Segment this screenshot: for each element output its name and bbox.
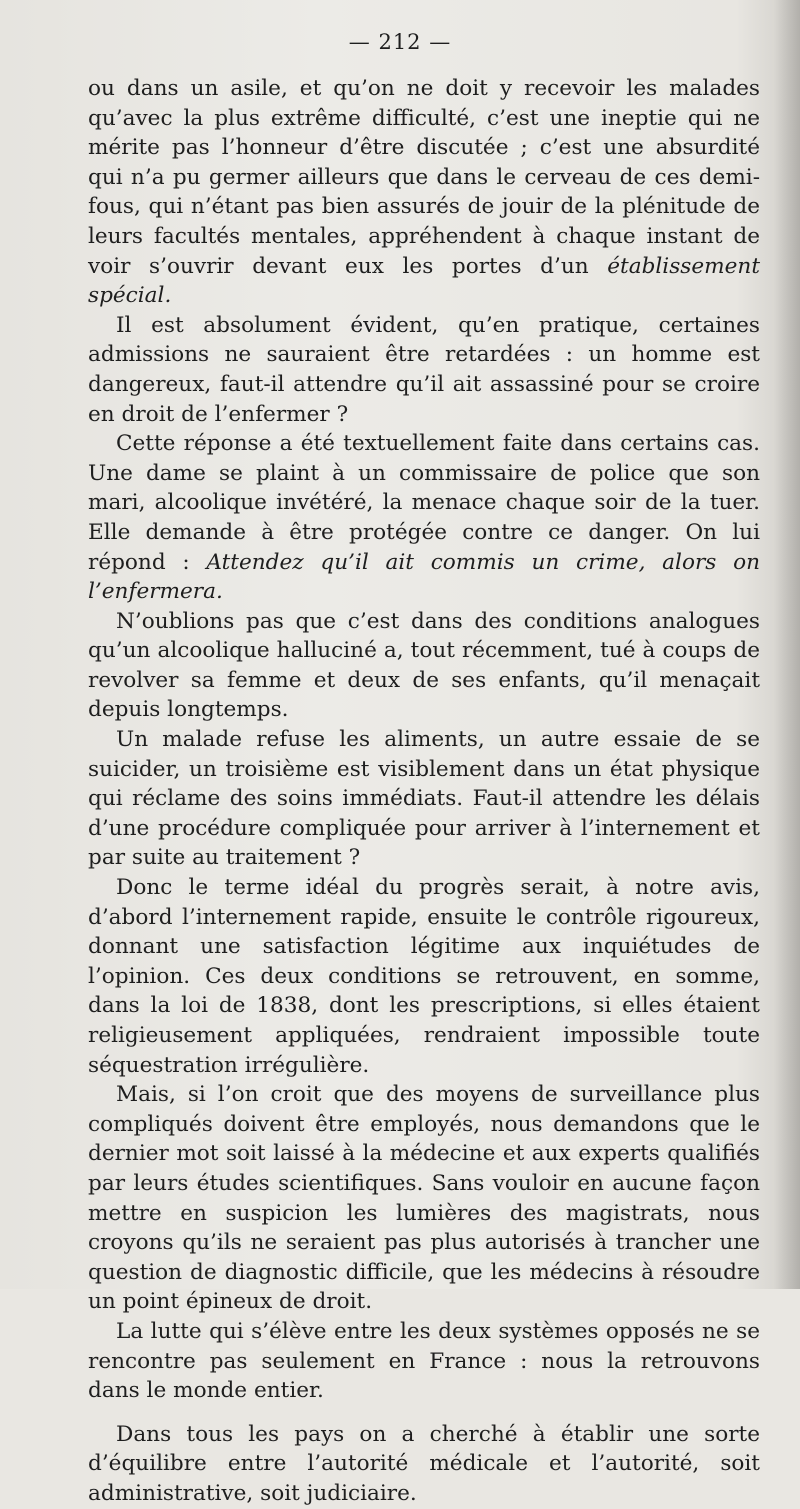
paragraph-text: Un malade refuse les aliments, un autre essaie de se suicider, un troisième est visiblement dans un état physique qui réclame des soins immédiats. Faut-il attendre les délais d’une procédure compliquée pour arriver à l’internement et par suite au traitement ? [88, 727, 760, 871]
page-edge-shadow [774, 0, 800, 1289]
paragraph-text: N’oublions pas que c’est dans des conditions analogues qu’un alcoolique halluciné a, tout récemment, tué à coups de revolver sa femme et deux de ses enfants, qu’il menaçait depuis longtemps. [88, 608, 760, 723]
paragraph-text: Dans tous les pays on a cherché à établir une sorte d’équilibre entre l’autorité médicale et l’autorité, soit administrative, soit judiciaire. [88, 1421, 760, 1506]
paragraph-text: Cette réponse a été textuellement faite dans certains cas. Une dame se plaint à un commissaire de police que son mari, alcoolique invétéré, la menace chaque soir de la tuer. Elle demande à être protégée contre ce danger. On lui répond : [88, 431, 760, 575]
paragraph-2 [88, 311, 760, 429]
paragraph-5 [88, 725, 760, 873]
paragraph-9 [88, 1420, 760, 1509]
italic-phrase: Attendez qu’il ait commis un crime, alors on l’enfermera. [88, 549, 761, 605]
page-number: — 212 — [348, 30, 452, 54]
paragraph-3 [88, 429, 760, 607]
body-text [88, 74, 760, 1509]
paragraph-text: La lutte qui s’élève entre les deux systèmes opposés ne se rencontre pas seulement en France : nous la retrouvons dans le monde entier. [88, 1318, 760, 1404]
paragraph-text: Mais, si l’on croit que des moyens de surveillance plus compliqués doivent être employés, nous demandons que le dernier mot soit laissé à la médecine et aux experts qualifiés par leurs études scientifiques. Sans vouloir en aucune façon mettre en suspicion les lumières des magistrats, nous croyons qu’ils ne seraient pas plus autorisés à trancher une question de diagnostic difficile, que les médecins à résoudre un point épineux de droit. [88, 1082, 760, 1315]
paragraph-text: ou dans un asile, et qu’on ne doit y recevoir les malades qu’avec la plus extrême difficulté, c’est une ineptie qui ne mérite pas l’honneur d’être discutée ; c’est une absurdité qui n’a pu germer ailleurs que dans le cerveau de ces demi-fous, qui n’étant pas bien assurés de jouir de la plénitude de leurs facultés mentales, appréhendent à chaque instant de voir s’ouvrir devant eux les portes d’un [88, 76, 760, 279]
paragraph-1 [88, 74, 760, 311]
paragraph-6 [88, 873, 760, 1080]
italic-phrase: établissement spécial. [88, 253, 760, 309]
paragraph-text: Il est absolument évident, qu’en pratique, certaines admissions ne sauraient être retardées : un homme est dangereux, faut-il attendre qu’il ait assassiné pour se croire en droit de l’enfermer ? [88, 312, 760, 427]
paragraph-text: Donc le terme idéal du progrès serait, à notre avis, d’abord l’internement rapide, ensuite le contrôle rigoureux, donnant une satisfaction légitime aux inquiétudes de l’opinion. Ces deux conditions se retrouvent, en somme, dans la loi de 1838, dont les prescriptions, si elles étaient religieusement appliquées, rendraient impossible toute séquestration irrégulière. [88, 875, 760, 1078]
paragraph-4 [88, 607, 760, 725]
paragraph-7 [88, 1080, 760, 1317]
paragraph-8 [88, 1317, 760, 1406]
